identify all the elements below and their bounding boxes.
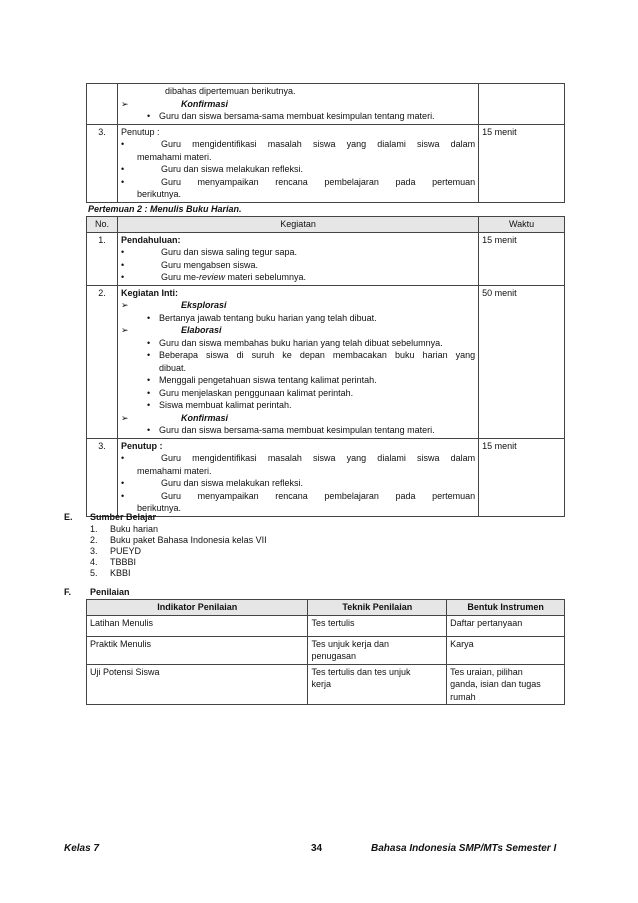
list-item-cont: dibuat. <box>158 362 186 373</box>
time-cell: 15 menit <box>479 232 565 285</box>
list-item: Guru dan siswa membahas buku harian yang telah dibuat sebelumnya. <box>158 337 443 348</box>
table-cell: Karya <box>447 636 565 664</box>
bullet-icon <box>121 138 161 151</box>
list-item: Siswa membuat kalimat perintah. <box>158 400 292 410</box>
bullet-icon <box>121 163 161 176</box>
list-item: Menggali pengetahuan siswa tentang kalimat perintah. <box>158 375 377 385</box>
konfirmasi-label: Konfirmasi <box>180 98 228 109</box>
elaborasi-label: Elaborasi <box>180 325 222 335</box>
list-item: Bertanya jawab tentang buku harian yang telah dibuat. <box>158 312 377 323</box>
table-header-row <box>87 217 565 233</box>
source-list <box>90 524 267 579</box>
list-item: Guru dan siswa melakukan refleksi. <box>160 478 304 488</box>
column-header: Bentuk Instrumen <box>447 600 565 616</box>
list-item: Guru menjelaskan penggunaan kalimat perintah. <box>158 387 354 398</box>
table-cell: Praktik Menulis <box>87 636 308 664</box>
list-item: 1. Buku harian <box>90 524 159 534</box>
list-item: Guru mengidentifikasi masalah siswa yang dialami siswa dalam <box>160 139 476 149</box>
bullet-icon <box>121 259 161 272</box>
bullet-icon <box>147 312 159 325</box>
column-header: Indikator Penilaian <box>87 600 308 616</box>
bullet-icon <box>147 110 159 123</box>
table-cell: Tes uraian, pilihan ganda, isian dan tugas rumah <box>447 664 565 705</box>
table-row <box>87 285 565 438</box>
bullet-icon <box>147 399 159 412</box>
continuation-table <box>86 83 565 203</box>
footer-right: Bahasa Indonesia SMP/MTs Semester I <box>371 843 557 854</box>
list-item: Guru dan siswa melakukan refleksi. <box>160 164 303 174</box>
table-row <box>87 664 565 705</box>
row-number: 2. <box>87 285 118 438</box>
table-cell: Tes tertulis dan tes unjuk kerja <box>308 664 447 705</box>
meeting-title: Pertemuan 2 : Menulis Buku Harian. <box>88 204 242 214</box>
list-item: Guru dan siswa bersama-sama membuat kesimpulan tentang materi. <box>158 111 435 121</box>
row-title: Penutup : <box>120 126 160 137</box>
list-item: Beberapa siswa di suruh ke depan membacakan buku harian yang <box>158 350 476 360</box>
list-item: 2. Buku paket Bahasa Indonesia kelas VII <box>90 535 267 545</box>
bullet-icon <box>147 424 159 437</box>
bullet-icon <box>147 387 159 400</box>
list-item: Guru me-review materi sebelumnya. <box>160 272 307 282</box>
row-number: 1. <box>87 232 118 285</box>
row-number: 3. <box>87 438 118 516</box>
time-cell: 15 menit <box>479 438 565 516</box>
table-cell: Uji Potensi Siswa <box>87 664 308 705</box>
row-title: Kegiatan Inti: <box>120 287 178 298</box>
bullet-icon <box>121 271 161 284</box>
text-line: dibahas dipertemuan berikutnya. <box>164 86 296 96</box>
bullet-icon <box>121 176 161 189</box>
bullet-icon <box>121 246 161 259</box>
table-row <box>87 232 565 285</box>
list-item: 5. KBBI <box>90 568 131 578</box>
table-row <box>87 438 565 516</box>
table-cell: Latihan Menulis <box>87 615 308 636</box>
konfirmasi-label: Konfirmasi <box>180 412 228 423</box>
table-cell: Tes tertulis <box>308 615 447 636</box>
list-item-cont: berikutnya. <box>136 189 181 199</box>
column-header: Teknik Penilaian <box>308 600 447 616</box>
arrow-bullet-icon <box>121 98 181 111</box>
arrow-bullet-icon <box>121 412 181 425</box>
list-item: Guru menyampaikan rencana pembelajaran pada pertemuan <box>160 490 476 501</box>
list-item-cont: memahami materi. <box>136 151 212 162</box>
list-item: Guru dan siswa bersama-sama membuat kesimpulan tentang materi. <box>158 425 435 435</box>
table-cell: Tes unjuk kerja dan penugasan <box>308 636 447 664</box>
time-cell: 15 menit <box>479 124 565 202</box>
column-header: Waktu <box>479 217 565 233</box>
list-item-cont: berikutnya. <box>136 503 181 513</box>
bullet-icon <box>121 452 161 465</box>
list-item: Guru mengabsen siswa. <box>160 259 259 270</box>
row-title: Penutup : <box>120 440 163 451</box>
eksplorasi-label: Eksplorasi <box>180 300 227 310</box>
table-header-row <box>87 600 565 616</box>
list-item: 4. TBBBI <box>90 557 137 567</box>
bullet-icon <box>147 337 159 350</box>
table-row <box>87 84 565 125</box>
row-title: Pendahuluan: <box>120 234 181 245</box>
list-item: Guru menyampaikan rencana pembelajaran pada pertemuan <box>160 176 476 187</box>
list-item-cont: memahami materi. <box>136 465 212 476</box>
column-header: No. <box>87 217 118 233</box>
time-cell: 50 menit <box>479 285 565 438</box>
table-row <box>87 636 565 664</box>
list-item: Guru mengidentifikasi masalah siswa yang dialami siswa dalam <box>160 453 476 463</box>
arrow-bullet-icon <box>121 299 181 312</box>
bullet-icon <box>147 349 159 362</box>
arrow-bullet-icon <box>121 324 181 337</box>
list-item: 3. PUEYD <box>90 546 142 556</box>
row-number: 3. <box>87 124 118 202</box>
assessment-table <box>86 599 565 705</box>
table-cell: Daftar pertanyaan <box>447 615 565 636</box>
section-e-heading: E. Sumber Belajar <box>64 512 157 522</box>
footer-left: Kelas 7 <box>64 843 100 854</box>
page-number: 34 <box>311 843 323 854</box>
bullet-icon <box>147 374 159 387</box>
section-f-heading: F. Penilaian <box>64 587 130 597</box>
activity-table <box>86 216 565 517</box>
bullet-icon <box>121 477 161 490</box>
list-item: Guru dan siswa saling tegur sapa. <box>160 247 298 257</box>
table-row <box>87 615 565 636</box>
bullet-icon <box>121 490 161 503</box>
column-header: Kegiatan <box>117 217 478 233</box>
table-row <box>87 124 565 202</box>
